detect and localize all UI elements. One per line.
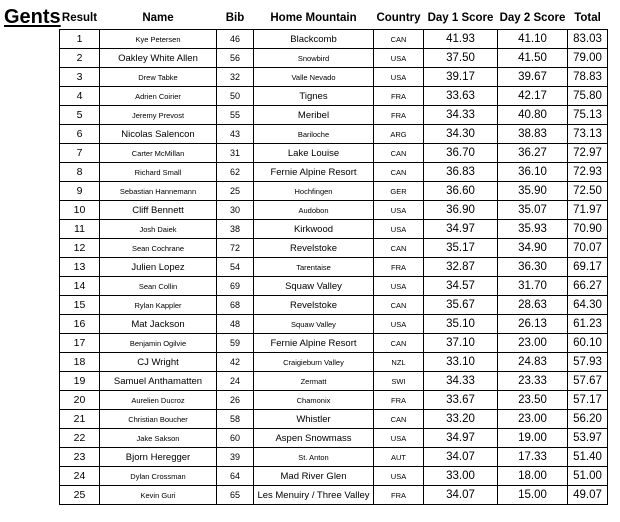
bib-cell: 50 [217, 87, 254, 106]
total-score-cell: 69.17 [568, 258, 608, 277]
name-cell: Sebastian Hannemann [100, 182, 217, 201]
day2-score-cell: 39.67 [498, 68, 568, 87]
table-row [60, 144, 608, 163]
country-cell: FRA [374, 87, 424, 106]
bib-cell: 64 [217, 467, 254, 486]
home-mountain-cell: Snowbird [254, 49, 374, 68]
total-score-cell: 72.93 [568, 163, 608, 182]
name-cell: Carter McMillan [100, 144, 217, 163]
table-row [60, 182, 608, 201]
table-row [60, 30, 608, 49]
result-cell: 17 [60, 334, 100, 353]
home-mountain-cell: Fernie Alpine Resort [254, 334, 374, 353]
result-cell: 9 [60, 182, 100, 201]
total-score-cell: 75.80 [568, 87, 608, 106]
day1-score-cell: 35.17 [424, 239, 498, 258]
day2-score-cell: 35.93 [498, 220, 568, 239]
name-cell: Jake Sakson [100, 429, 217, 448]
table-row [60, 163, 608, 182]
day1-score-cell: 34.33 [424, 106, 498, 125]
home-mountain-cell: Bariloche [254, 125, 374, 144]
name-cell: Bjorn Heregger [100, 448, 217, 467]
day2-score-cell: 41.50 [498, 49, 568, 68]
home-mountain-cell: Tignes [254, 87, 374, 106]
bib-cell: 60 [217, 429, 254, 448]
bib-cell: 38 [217, 220, 254, 239]
home-mountain-cell: Revelstoke [254, 296, 374, 315]
table-row [60, 49, 608, 68]
day1-score-cell: 35.10 [424, 315, 498, 334]
day2-score-cell: 23.50 [498, 391, 568, 410]
day1-score-cell: 37.10 [424, 334, 498, 353]
bib-cell: 31 [217, 144, 254, 163]
bib-cell: 62 [217, 163, 254, 182]
country-cell: FRA [374, 106, 424, 125]
table-row [60, 220, 608, 239]
bib-cell: 42 [217, 353, 254, 372]
day1-score-cell: 36.70 [424, 144, 498, 163]
home-mountain-cell: Blackcomb [254, 30, 374, 49]
bib-cell: 58 [217, 410, 254, 429]
day1-score-cell: 36.60 [424, 182, 498, 201]
day2-score-cell: 40.80 [498, 106, 568, 125]
result-cell: 16 [60, 315, 100, 334]
country-cell: FRA [374, 391, 424, 410]
table-row [60, 486, 608, 505]
name-cell: Julien Lopez [100, 258, 217, 277]
name-cell: Drew Tabke [100, 68, 217, 87]
result-cell: 8 [60, 163, 100, 182]
table-row [60, 296, 608, 315]
home-mountain-cell: Lake Louise [254, 144, 374, 163]
col-header-day2: Day 2 Score [499, 12, 566, 24]
day2-score-cell: 35.07 [498, 201, 568, 220]
name-cell: Richard Small [100, 163, 217, 182]
total-score-cell: 72.97 [568, 144, 608, 163]
table-row [60, 258, 608, 277]
bib-cell: 26 [217, 391, 254, 410]
result-cell: 20 [60, 391, 100, 410]
table-row [60, 448, 608, 467]
day2-score-cell: 41.10 [498, 30, 568, 49]
total-score-cell: 51.40 [568, 448, 608, 467]
name-cell: Nicolas Salencon [100, 125, 217, 144]
day1-score-cell: 34.33 [424, 372, 498, 391]
name-cell: Adrien Coirier [100, 87, 217, 106]
col-header-home-mountain: Home Mountain [270, 12, 357, 24]
day1-score-cell: 34.30 [424, 125, 498, 144]
bib-cell: 69 [217, 277, 254, 296]
name-cell: Josh Daiek [100, 220, 217, 239]
day1-score-cell: 33.67 [424, 391, 498, 410]
home-mountain-cell: Whistler [254, 410, 374, 429]
table-row [60, 201, 608, 220]
day2-score-cell: 15.00 [498, 486, 568, 505]
table-row [60, 429, 608, 448]
day1-score-cell: 34.97 [424, 220, 498, 239]
result-cell: 4 [60, 87, 100, 106]
total-score-cell: 49.07 [568, 486, 608, 505]
day2-score-cell: 23.00 [498, 410, 568, 429]
day2-score-cell: 42.17 [498, 87, 568, 106]
home-mountain-cell: Craigieburn Valley [254, 353, 374, 372]
name-cell: Oakley White Allen [100, 49, 217, 68]
day1-score-cell: 37.50 [424, 49, 498, 68]
total-score-cell: 56.20 [568, 410, 608, 429]
country-cell: USA [374, 429, 424, 448]
country-cell: FRA [374, 486, 424, 505]
result-cell: 15 [60, 296, 100, 315]
total-score-cell: 51.00 [568, 467, 608, 486]
day1-score-cell: 33.20 [424, 410, 498, 429]
table-row [60, 353, 608, 372]
name-cell: Kevin Guri [100, 486, 217, 505]
name-cell: Aurelien Ducroz [100, 391, 217, 410]
total-score-cell: 57.17 [568, 391, 608, 410]
bib-cell: 54 [217, 258, 254, 277]
country-cell: USA [374, 277, 424, 296]
total-score-cell: 75.13 [568, 106, 608, 125]
home-mountain-cell: Hochfingen [254, 182, 374, 201]
table-row [60, 68, 608, 87]
day2-score-cell: 36.27 [498, 144, 568, 163]
day2-score-cell: 36.10 [498, 163, 568, 182]
home-mountain-cell: Valle Nevado [254, 68, 374, 87]
bib-cell: 39 [217, 448, 254, 467]
day2-score-cell: 36.30 [498, 258, 568, 277]
home-mountain-cell: Chamonix [254, 391, 374, 410]
home-mountain-cell: Fernie Alpine Resort [254, 163, 374, 182]
name-cell: Kye Petersen [100, 30, 217, 49]
table-row [60, 410, 608, 429]
name-cell: Rylan Kappler [100, 296, 217, 315]
bib-cell: 56 [217, 49, 254, 68]
day1-score-cell: 34.57 [424, 277, 498, 296]
home-mountain-cell: Audobon [254, 201, 374, 220]
col-header-country: Country [376, 12, 421, 24]
day2-score-cell: 19.00 [498, 429, 568, 448]
name-cell: Mat Jackson [100, 315, 217, 334]
table-row [60, 239, 608, 258]
name-cell: Sean Collin [100, 277, 217, 296]
country-cell: CAN [374, 144, 424, 163]
country-cell: CAN [374, 296, 424, 315]
total-score-cell: 53.97 [568, 429, 608, 448]
total-score-cell: 70.07 [568, 239, 608, 258]
home-mountain-cell: Revelstoke [254, 239, 374, 258]
name-cell: Samuel Anthamatten [100, 372, 217, 391]
day2-score-cell: 31.70 [498, 277, 568, 296]
name-cell: Cliff Bennett [100, 201, 217, 220]
result-cell: 23 [60, 448, 100, 467]
total-score-cell: 78.83 [568, 68, 608, 87]
result-cell: 1 [60, 30, 100, 49]
total-score-cell: 71.97 [568, 201, 608, 220]
results-table [59, 7, 608, 505]
day1-score-cell: 36.83 [424, 163, 498, 182]
day2-score-cell: 34.90 [498, 239, 568, 258]
total-score-cell: 60.10 [568, 334, 608, 353]
result-cell: 2 [60, 49, 100, 68]
country-cell: CAN [374, 410, 424, 429]
day1-score-cell: 34.97 [424, 429, 498, 448]
bib-cell: 46 [217, 30, 254, 49]
result-cell: 7 [60, 144, 100, 163]
table-row [60, 87, 608, 106]
name-cell: CJ Wright [100, 353, 217, 372]
country-cell: USA [374, 49, 424, 68]
result-cell: 13 [60, 258, 100, 277]
home-mountain-cell: Aspen Snowmass [254, 429, 374, 448]
total-score-cell: 57.93 [568, 353, 608, 372]
day2-score-cell: 18.00 [498, 467, 568, 486]
total-score-cell: 57.67 [568, 372, 608, 391]
total-score-cell: 61.23 [568, 315, 608, 334]
bib-cell: 68 [217, 296, 254, 315]
result-cell: 22 [60, 429, 100, 448]
day1-score-cell: 34.07 [424, 448, 498, 467]
result-cell: 14 [60, 277, 100, 296]
bib-cell: 59 [217, 334, 254, 353]
col-header-total: Total [574, 12, 601, 24]
name-cell: Jeremy Prevost [100, 106, 217, 125]
day2-score-cell: 38.83 [498, 125, 568, 144]
table-row [60, 125, 608, 144]
name-cell: Dylan Crossman [100, 467, 217, 486]
day2-score-cell: 26.13 [498, 315, 568, 334]
day1-score-cell: 32.87 [424, 258, 498, 277]
country-cell: CAN [374, 30, 424, 49]
country-cell: CAN [374, 334, 424, 353]
day2-score-cell: 23.00 [498, 334, 568, 353]
home-mountain-cell: St. Anton [254, 448, 374, 467]
result-cell: 6 [60, 125, 100, 144]
table-row [60, 334, 608, 353]
day2-score-cell: 35.90 [498, 182, 568, 201]
day1-score-cell: 35.67 [424, 296, 498, 315]
table-row [60, 315, 608, 334]
table-row [60, 391, 608, 410]
bib-cell: 55 [217, 106, 254, 125]
country-cell: USA [374, 315, 424, 334]
result-cell: 25 [60, 486, 100, 505]
country-cell: AUT [374, 448, 424, 467]
bib-cell: 25 [217, 182, 254, 201]
home-mountain-cell: Kirkwood [254, 220, 374, 239]
day1-score-cell: 33.63 [424, 87, 498, 106]
country-cell: USA [374, 68, 424, 87]
home-mountain-cell: Squaw Valley [254, 277, 374, 296]
country-cell: GER [374, 182, 424, 201]
day1-score-cell: 39.17 [424, 68, 498, 87]
col-header-bib: Bib [225, 12, 245, 24]
day2-score-cell: 24.83 [498, 353, 568, 372]
day2-score-cell: 17.33 [498, 448, 568, 467]
country-cell: NZL [374, 353, 424, 372]
total-score-cell: 72.50 [568, 182, 608, 201]
page-title: Gents [4, 6, 61, 28]
bib-cell: 32 [217, 68, 254, 87]
col-header-day1: Day 1 Score [427, 12, 494, 24]
total-score-cell: 73.13 [568, 125, 608, 144]
day2-score-cell: 28.63 [498, 296, 568, 315]
table-row [60, 277, 608, 296]
day1-score-cell: 33.10 [424, 353, 498, 372]
home-mountain-cell: Mad River Glen [254, 467, 374, 486]
table-row [60, 372, 608, 391]
name-cell: Benjamin Ogilvie [100, 334, 217, 353]
bib-cell: 30 [217, 201, 254, 220]
result-cell: 5 [60, 106, 100, 125]
country-cell: USA [374, 220, 424, 239]
country-cell: USA [374, 467, 424, 486]
result-cell: 18 [60, 353, 100, 372]
name-cell: Sean Cochrane [100, 239, 217, 258]
country-cell: CAN [374, 239, 424, 258]
bib-cell: 65 [217, 486, 254, 505]
home-mountain-cell: Les Menuiry / Three Valley [254, 486, 374, 505]
home-mountain-cell: Tarentaise [254, 258, 374, 277]
home-mountain-cell: Squaw Valley [254, 315, 374, 334]
country-cell: CAN [374, 163, 424, 182]
bib-cell: 43 [217, 125, 254, 144]
result-cell: 10 [60, 201, 100, 220]
home-mountain-cell: Meribel [254, 106, 374, 125]
day1-score-cell: 34.07 [424, 486, 498, 505]
country-cell: USA [374, 201, 424, 220]
home-mountain-cell: Zermatt [254, 372, 374, 391]
total-score-cell: 66.27 [568, 277, 608, 296]
day1-score-cell: 41.93 [424, 30, 498, 49]
name-cell: Christian Boucher [100, 410, 217, 429]
day2-score-cell: 23.33 [498, 372, 568, 391]
result-cell: 21 [60, 410, 100, 429]
result-cell: 24 [60, 467, 100, 486]
day1-score-cell: 36.90 [424, 201, 498, 220]
col-header-name: Name [142, 12, 174, 24]
bib-cell: 24 [217, 372, 254, 391]
table-row [60, 467, 608, 486]
country-cell: FRA [374, 258, 424, 277]
result-cell: 19 [60, 372, 100, 391]
country-cell: ARG [374, 125, 424, 144]
total-score-cell: 83.03 [568, 30, 608, 49]
total-score-cell: 79.00 [568, 49, 608, 68]
total-score-cell: 64.30 [568, 296, 608, 315]
result-cell: 3 [60, 68, 100, 87]
bib-cell: 72 [217, 239, 254, 258]
country-cell: SWI [374, 372, 424, 391]
table-row [60, 106, 608, 125]
result-cell: 11 [60, 220, 100, 239]
total-score-cell: 70.90 [568, 220, 608, 239]
header-row [60, 7, 608, 30]
bib-cell: 48 [217, 315, 254, 334]
col-header-result: Result [61, 12, 98, 24]
result-cell: 12 [60, 239, 100, 258]
day1-score-cell: 33.00 [424, 467, 498, 486]
